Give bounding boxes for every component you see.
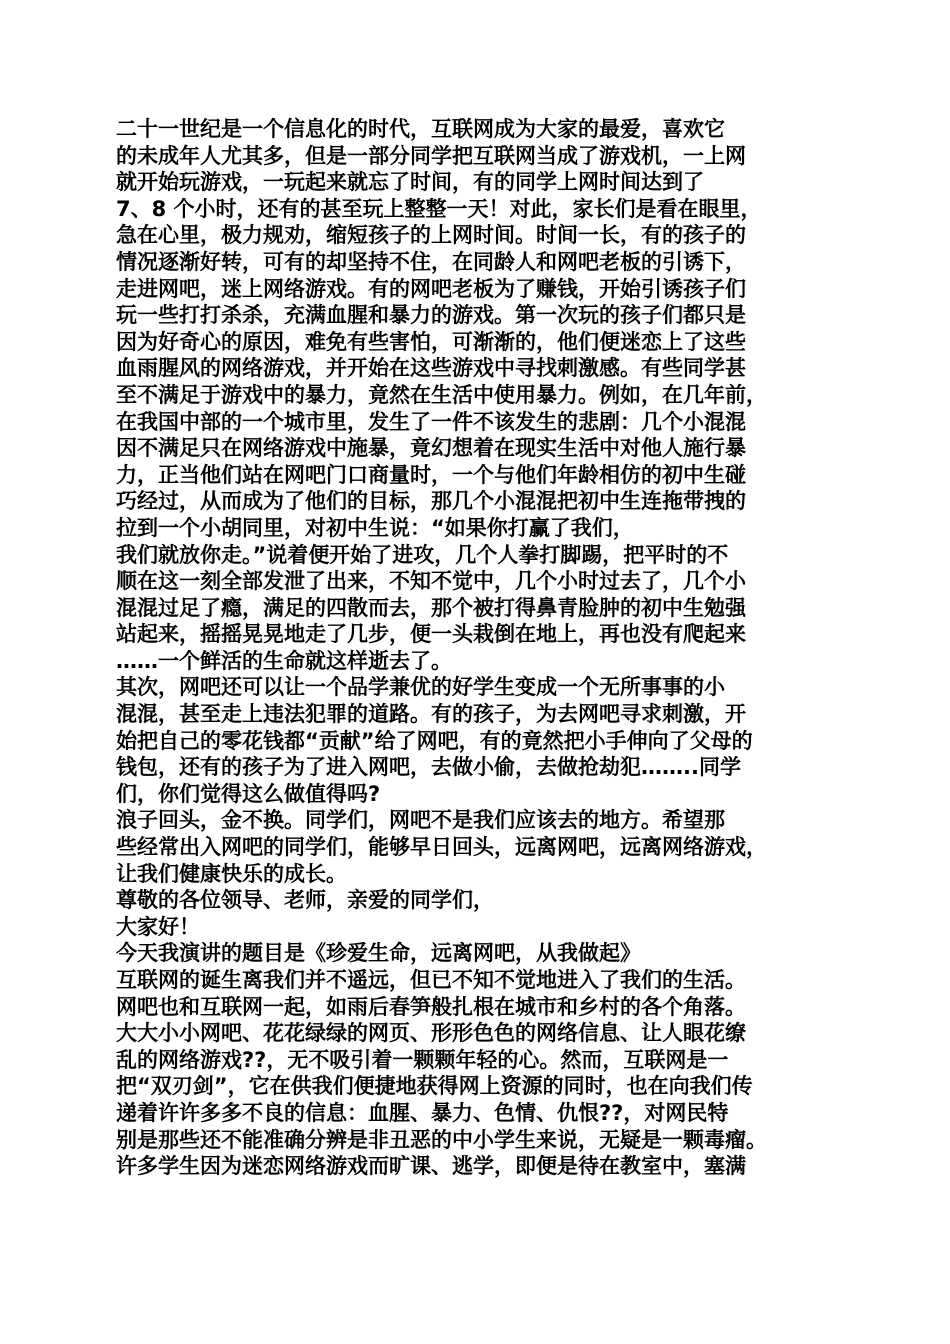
text-line: 巧经过，从而成为了他们的目标，那几个小混混把初中生连拖带拽的 xyxy=(116,489,746,514)
text-line: ……一个鲜活的生命就这样逝去了。 xyxy=(116,648,452,673)
text-line: 让我们健康快乐的成长。 xyxy=(116,861,347,886)
text-line: 混混，甚至走上违法犯罪的道路。有的孩子，为去网吧寻求刺激，开 xyxy=(116,702,746,727)
text-line: 情况逐渐好转，可有的却坚持不住，在同龄人和网吧老板的引诱下， xyxy=(116,249,746,274)
text-line: 把“双刃剑”，它在供我们便捷地获得网上资源的同时，也在向我们传 xyxy=(116,1074,753,1099)
text-line: 别是那些还不能准确分辨是非丑恶的中小学生来说，无疑是一颗毒瘤。 xyxy=(116,1127,767,1152)
text-line: 大大小小网吧、花花绿绿的网页、形形色色的网络信息、让人眼花缭 xyxy=(116,1021,746,1046)
text-line: 走进网吧，迷上网络游戏。有的网吧老板为了赚钱，开始引诱孩子们 xyxy=(116,276,746,301)
text-line: 我们就放你走。”说着便开始了进攻，几个人拳打脚踢，把平时的不 xyxy=(116,542,729,567)
text-line: 拉到一个小胡同里，对初中生说：“如果你打赢了我们， xyxy=(116,515,634,540)
text-line: 因不满足只在网络游戏中施暴，竟幻想着在现实生活中对他人施行暴 xyxy=(116,436,746,461)
text-line: 7、8 个小时，还有的甚至玩上整整一天！对此，家长们是看在眼里， xyxy=(116,196,762,221)
text-line: 血雨腥风的网络游戏，并开始在这些游戏中寻找刺激感。有些同学甚 xyxy=(116,356,746,381)
text-line: 因为好奇心的原因，难免有些害怕，可渐渐的，他们便迷恋上了这些 xyxy=(116,329,746,354)
text-line: 今天我演讲的题目是《珍爱生命，远离网吧，从我做起》 xyxy=(116,941,641,966)
text-line: 乱的网络游戏??，无不吸引着一颗颗年轻的心。然而，互联网是一 xyxy=(116,1047,729,1072)
text-line: 在我国中部的一个城市里，发生了一件不该发生的悲剧：几个小混混 xyxy=(116,409,746,434)
text-line: 始把自己的零花钱都“贡献”给了网吧，有的竟然把小手伸向了父母的 xyxy=(116,728,753,753)
text-line: 互联网的诞生离我们并不遥远，但已不知不觉地进入了我们的生活。 xyxy=(116,968,746,992)
text-line: 钱包，还有的孩子为了进入网吧，去做小偷，去做抢劫犯……..同学 xyxy=(116,755,741,780)
text-line: 就开始玩游戏，一玩起来就忘了时间，有的同学上网时间达到了 xyxy=(116,170,704,195)
text-line: 网吧也和互联网一起，如雨后春笋般扎根在城市和乡村的各个角落。 xyxy=(116,994,746,1019)
text-line: 混混过足了瘾，满足的四散而去，那个被打得鼻青脸肿的初中生勉强 xyxy=(116,595,746,620)
text-line: 递着许许多多不良的信息：血腥、暴力、色情、仇恨??，对网民特 xyxy=(116,1100,729,1125)
text-line: 尊敬的各位领导、老师，亲爱的同学们， xyxy=(116,888,494,913)
text-line: 们，你们觉得这么做值得吗? xyxy=(116,781,381,806)
text-line: 力，正当他们站在网吧门口商量时，一个与他们年龄相仿的初中生碰 xyxy=(116,462,746,487)
document-body xyxy=(116,116,856,1180)
text-line: 急在心里，极力规劝，缩短孩子的上网时间。时间一长，有的孩子的 xyxy=(116,223,746,248)
text-line: 站起来，摇摇晃晃地走了几步，便一头栽倒在地上，再也没有爬起来 xyxy=(116,622,746,647)
text-line: 至不满足于游戏中的暴力，竟然在生活中使用暴力。例如，在几年前， xyxy=(116,382,767,407)
text-line: 顺在这一刻全部发泄了出来，不知不觉中，几个小时过去了，几个小 xyxy=(116,569,746,594)
text-line: 其次，网吧还可以让一个品学兼优的好学生变成一个无所事事的小 xyxy=(116,675,725,700)
text-line: 玩一些打打杀杀，充满血腥和暴力的游戏。第一次玩的孩子们都只是 xyxy=(116,303,746,328)
text-line: 二十一世纪是一个信息化的时代，互联网成为大家的最爱，喜欢它 xyxy=(116,117,725,141)
text-line: 浪子回头，金不换。同学们，网吧不是我们应该去的地方。希望那 xyxy=(116,808,725,833)
text-line: 许多学生因为迷恋网络游戏而旷课、逃学，即便是待在教室中，塞满 xyxy=(116,1154,746,1179)
text-line: 些经常出入网吧的同学们，能够早日回头，远离网吧，远离网络游戏， xyxy=(116,835,767,860)
text-line: 的未成年人尤其多，但是一部分同学把互联网当成了游戏机，一上网 xyxy=(116,143,746,168)
text-line: 大家好！ xyxy=(116,914,200,939)
